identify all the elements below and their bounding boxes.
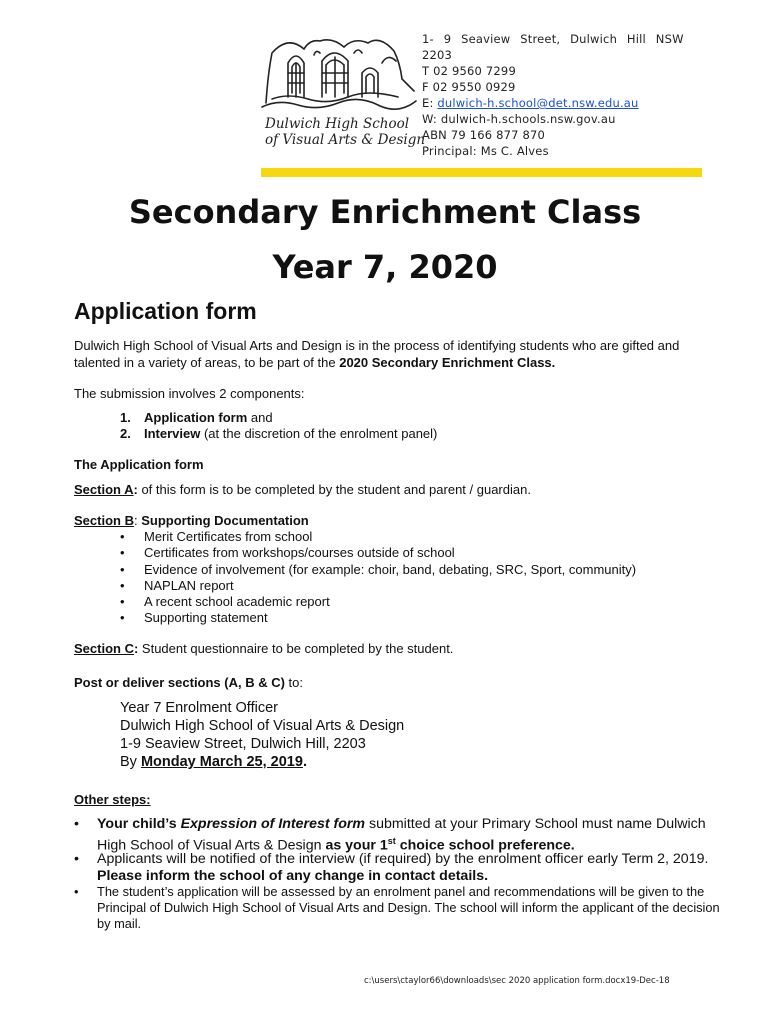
- abn: ABN 79 166 877 870: [422, 128, 546, 142]
- email-label: E:: [422, 96, 438, 110]
- section-c-colon: :: [133, 641, 139, 656]
- section-a-text: of this form is to be completed by the student and parent / guardian.: [137, 482, 531, 497]
- deadline-prefix: By: [120, 754, 141, 770]
- section-b-label: Section B: [74, 513, 134, 528]
- step2-text: Applicants will be notified of the interview (if required) by the enrolment officer early Term 2, 2019.: [97, 851, 709, 867]
- header-divider: [261, 168, 702, 177]
- component-bold: Application form: [144, 410, 248, 425]
- intro-bold: 2020 Secondary Enrichment Class.: [339, 355, 556, 370]
- page-subtitle: Year 7, 2020: [272, 248, 498, 286]
- other-steps-heading: Other steps:: [74, 792, 151, 807]
- phone: T 02 9560 7299: [422, 64, 516, 78]
- section-a-colon: :: [133, 482, 138, 497]
- contact-block: [422, 31, 722, 159]
- delivery-line3: 1-9 Seaview Street, Dulwich Hill, 2203: [120, 736, 366, 752]
- address-line2: 2203: [422, 48, 453, 62]
- website: W: dulwich-h.schools.nsw.gov.au: [422, 112, 616, 126]
- step1-bold3: choice school preference.: [395, 837, 575, 854]
- delivery-address: [120, 699, 404, 771]
- component-rest: and: [247, 410, 273, 425]
- section-a-label: Section A: [74, 482, 134, 497]
- address-line1: 1- 9 Seaview Street, Dulwich Hill NSW: [422, 32, 684, 46]
- school-name-line2: of Visual Arts & Design: [265, 132, 426, 148]
- page-title: Secondary Enrichment Class: [128, 193, 642, 231]
- intro-text: Dulwich High School of Visual Arts and Design is in the process of identifying students who are gifted and talented in a variety of areas, to be part of the: [74, 338, 680, 370]
- deadline-suffix: .: [302, 754, 307, 770]
- list-item: • The student’s application will be assessed by an enrolment panel and recommendations will be given to the Principal of Dulwich High School of Visual Arts and Design. The school will inform the applicant of the decision by mail.: [74, 884, 724, 932]
- component-number: 2.: [120, 426, 131, 441]
- email-link[interactable]: dulwich-h.school@det.nsw.edu.au: [437, 96, 639, 110]
- post-deliver-rest: to:: [284, 675, 304, 690]
- section-a: [74, 481, 694, 498]
- step2-bold: Please inform the school of any change in contact details.: [97, 868, 489, 884]
- list-item: • Certificates from workshops/courses outside of school: [118, 545, 636, 561]
- school-name-line1: Dulwich High School: [265, 116, 410, 132]
- delivery-line1: Year 7 Enrolment Officer: [120, 700, 278, 716]
- principal: Principal: Ms C. Alves: [422, 144, 549, 158]
- section-b-colon: :: [133, 513, 142, 528]
- other-step-3: [74, 884, 724, 932]
- step1-bold2: as your 1: [325, 837, 388, 854]
- other-step-1: [74, 816, 724, 855]
- step1-bold1: Your child’s: [97, 816, 181, 832]
- section-b-title: Supporting Documentation: [141, 513, 309, 528]
- component-number: 1.: [120, 410, 131, 425]
- intro-paragraph: [74, 337, 694, 371]
- delivery-deadline: [120, 753, 404, 771]
- step1-text: submitted at your Primary School must name Dulwich High School of Visual Arts & Design: [97, 816, 706, 854]
- other-step-2: [74, 851, 724, 885]
- step1-bolditalic: Expression of Interest form: [180, 816, 366, 832]
- application-form-heading: The Application form: [74, 457, 204, 472]
- submission-intro: The submission involves 2 components:: [74, 386, 305, 401]
- delivery-line2: Dulwich High School of Visual Arts & Design: [120, 718, 405, 734]
- list-item: • Merit Certificates from school: [118, 529, 636, 545]
- section-c: [74, 640, 694, 657]
- email-row: [422, 95, 722, 111]
- component-2: [120, 426, 437, 442]
- school-logo: [258, 33, 418, 113]
- list-item: [74, 851, 724, 885]
- footer-file-path: c:\users\ctaylor66\downloads\sec 2020 application form.docx19-Dec-18: [364, 976, 670, 986]
- list-item: • A recent school academic report: [118, 594, 636, 610]
- section-b: [74, 512, 694, 529]
- school-name: [265, 116, 425, 148]
- post-deliver-bold: Post or deliver sections (A, B & C): [74, 675, 285, 690]
- form-heading: Application form: [74, 298, 257, 324]
- fax: F 02 9550 0929: [422, 80, 516, 94]
- section-c-label: Section C: [74, 641, 134, 656]
- list-item: [74, 816, 724, 855]
- component-bold: Interview: [144, 426, 201, 441]
- component-1: [120, 410, 273, 426]
- supporting-docs-list: [118, 529, 636, 627]
- post-deliver: [74, 674, 694, 691]
- deadline-date: Monday March 25, 2019: [140, 754, 303, 770]
- component-rest: (at the discretion of the enrolment panel): [200, 426, 438, 441]
- list-item: • Evidence of involvement (for example: choir, band, debating, SRC, Sport, community): [118, 562, 636, 578]
- section-c-text: Student questionnaire to be completed by the student.: [138, 641, 454, 656]
- list-item: • Supporting statement: [118, 610, 636, 626]
- step1-sup: st: [387, 836, 396, 846]
- list-item: • NAPLAN report: [118, 578, 636, 594]
